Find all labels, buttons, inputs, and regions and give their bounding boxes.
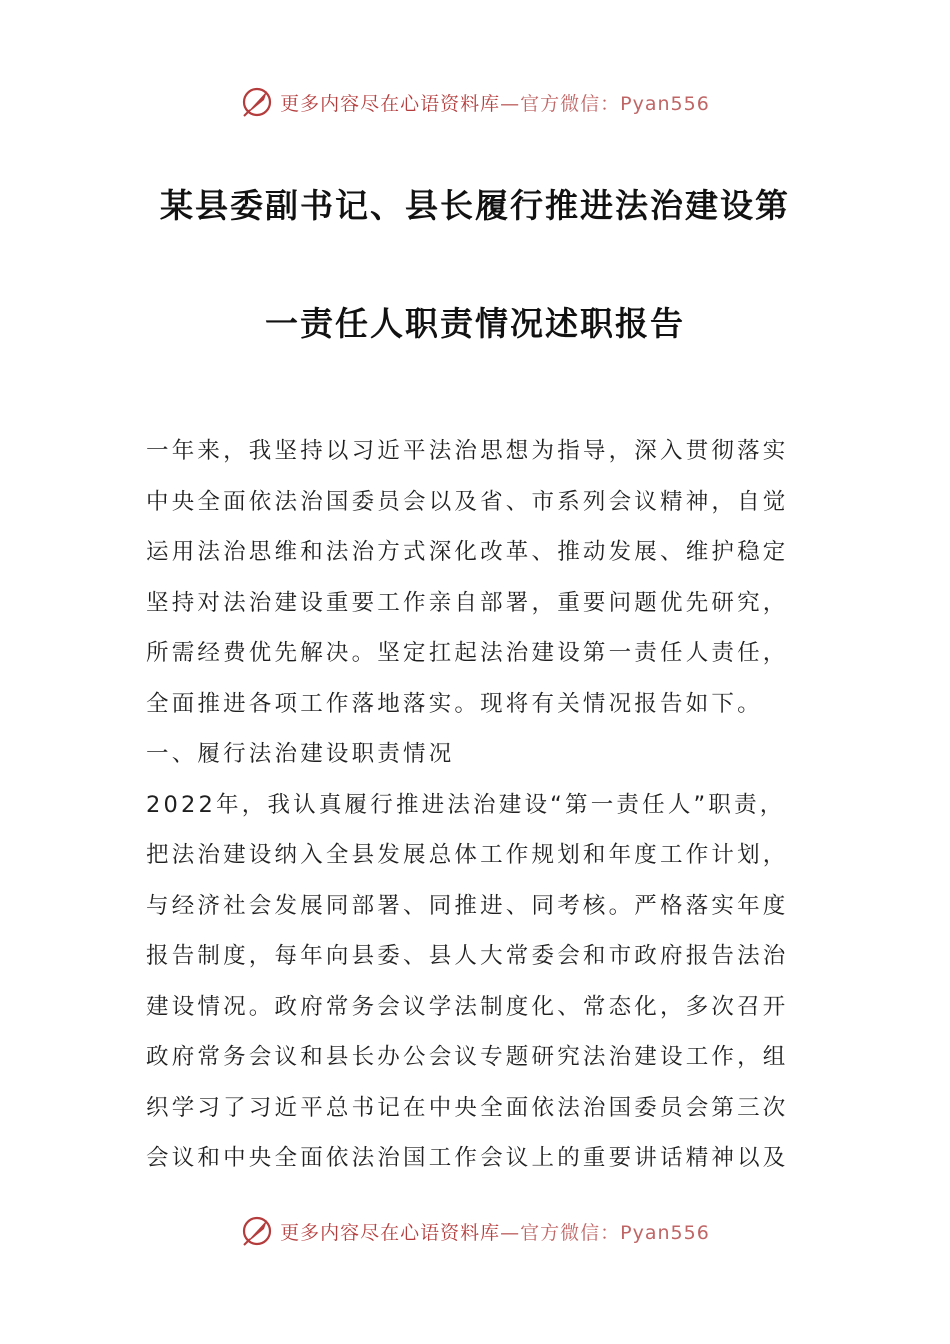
body-line: 织学习了习近平总书记在中央全面依法治国委员会第三次 xyxy=(146,1094,789,1121)
body-line: 2022年，我认真履行推进法治建设“第一责任人”职责， xyxy=(146,791,786,818)
document-body xyxy=(146,426,806,1184)
document-title-line-2: 一责任人职责情况述职报告 xyxy=(265,304,685,343)
body-line: 一年来，我坚持以习近平法治思想为指导，深入贯彻落实 xyxy=(146,438,789,464)
document-title-line-1: 某县委副书记、县长履行推进法治建设第 xyxy=(160,186,790,225)
body-line: 中央全面依法治国委员会以及省、市系列会议精神，自觉 xyxy=(146,488,789,515)
body-line: 与经济社会发展同部署、同推进、同考核。严格落实年度 xyxy=(146,892,789,919)
body-line: 运用法治思维和法治方式深化改革、推动发展、维护稳定 xyxy=(146,539,789,565)
body-line: 坚持对法治建设重要工作亲自部署，重要问题优先研究， xyxy=(146,589,789,616)
body-line: 所需经费优先解决。坚定扛起法治建设第一责任人责任， xyxy=(146,640,789,666)
section-heading: 一、履行法治建设职责情况 xyxy=(146,741,455,767)
quill-pen-circle-icon xyxy=(240,1214,274,1248)
body-line: 把法治建设纳入全县发展总体工作规划和年度工作计划， xyxy=(146,842,789,868)
body-line: 政府常务会议和县长办公会议专题研究法治建设工作，组 xyxy=(146,1044,789,1070)
body-line: 全面推进各项工作落地落实。现将有关情况报告如下。 xyxy=(146,690,763,717)
body-line: 建设情况。政府常务会议学法制度化、常态化，多次召开 xyxy=(146,993,789,1020)
watermark-official-account: —官方微信：Pyan556 xyxy=(500,1221,710,1244)
watermark-header xyxy=(0,82,950,122)
watermark-footer xyxy=(0,1211,950,1251)
body-line: 会议和中央全面依法治国工作会议上的重要讲话精神以及 xyxy=(146,1145,789,1171)
watermark-text: 更多内容尽在心语资料库 xyxy=(280,1221,501,1244)
watermark-text: 更多内容尽在心语资料库 xyxy=(280,92,501,115)
body-line: 报告制度，每年向县委、县人大常委会和市政府报告法治 xyxy=(146,943,789,969)
quill-pen-circle-icon xyxy=(240,85,274,119)
watermark-official-account: —官方微信：Pyan556 xyxy=(500,92,710,115)
